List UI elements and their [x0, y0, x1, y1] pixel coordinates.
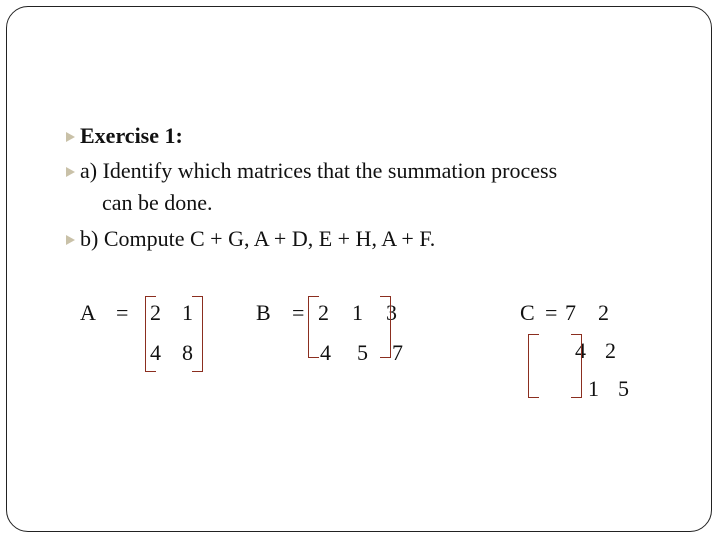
matrix-b-cell: 2	[318, 300, 329, 325]
matrix-a-cell: 1	[182, 300, 193, 325]
part-a-text: a) Identify which matrices that the summation process	[80, 158, 557, 184]
matrix-c-right-bracket	[571, 334, 582, 398]
matrix-b-cell: 5	[357, 340, 368, 365]
matrix-c-cell: 2	[598, 300, 609, 325]
part-a-continuation: can be done.	[102, 190, 213, 215]
matrix-c-cell: 7	[565, 300, 576, 325]
matrix-b-cell: 7	[392, 340, 403, 365]
matrix-c-label: C	[520, 300, 535, 325]
matrix-b-cell: 1	[352, 300, 363, 325]
matrix-b-cell: 4	[320, 340, 331, 365]
matrix-b-cell: 3	[386, 300, 397, 325]
bullet-icon	[66, 167, 75, 177]
part-b-text: b) Compute C + G, A + D, E + H, A + F.	[80, 226, 435, 252]
bullet-icon	[66, 132, 75, 142]
matrix-c-cell: 2	[605, 338, 616, 363]
slide-frame	[6, 6, 712, 532]
matrix-c-cell: 4	[575, 338, 586, 363]
bullet-icon	[66, 235, 75, 245]
matrix-a-label: A	[80, 300, 96, 325]
matrix-b-right-bracket	[380, 296, 391, 358]
matrix-a-cell: 8	[182, 340, 193, 365]
matrix-a-equals: =	[116, 300, 129, 325]
matrix-a-cell: 4	[150, 340, 161, 365]
matrix-c-cell: 1	[588, 376, 599, 401]
matrix-c-equals: =	[545, 300, 558, 325]
matrix-b-label: B	[256, 300, 271, 325]
matrix-c-left-bracket	[528, 334, 539, 398]
matrix-c-cell: 5	[618, 376, 629, 401]
matrix-b-equals: =	[292, 300, 305, 325]
matrix-a-cell: 2	[150, 300, 161, 325]
exercise-title: Exercise 1:	[80, 123, 183, 149]
matrix-a-right-bracket	[192, 296, 203, 372]
